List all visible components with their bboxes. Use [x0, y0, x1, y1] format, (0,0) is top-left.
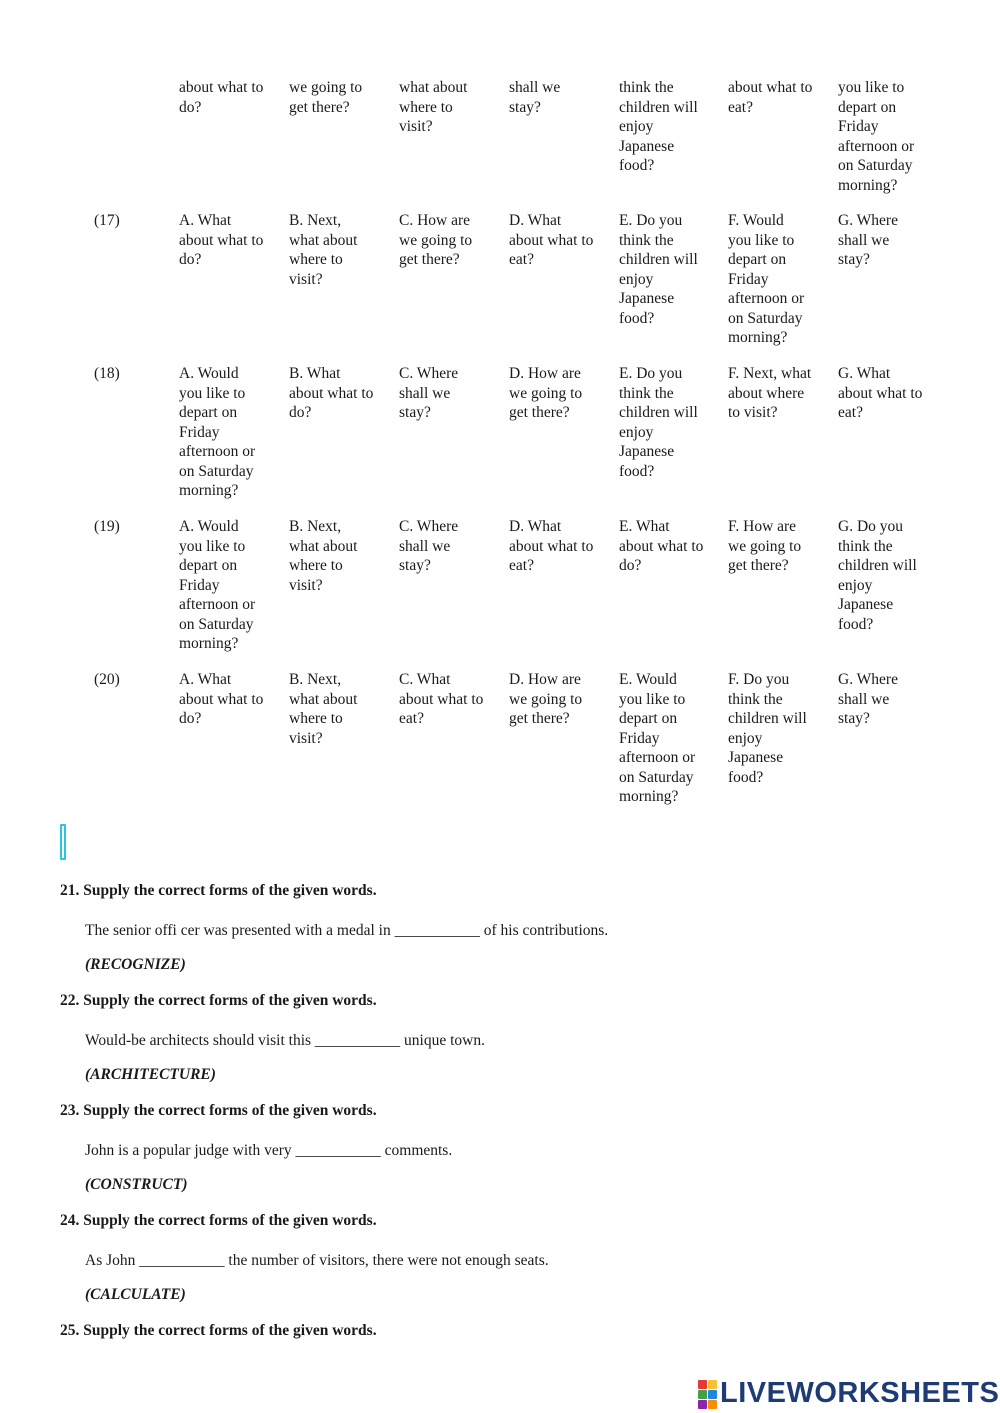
option-cell: A. What about what to do? [179, 212, 264, 268]
option-cell: G. What about what to eat? [838, 365, 923, 421]
liveworksheets-logo [698, 1376, 999, 1412]
option-cell: E. Do you think the children will enjoy Japanese food? [619, 212, 698, 327]
option-cell: D. How are we going to get there? [509, 365, 583, 421]
question-sentence[interactable]: John is a popular judge with very ___________ comments. [85, 1142, 453, 1159]
question-heading: 24. Supply the correct forms of the given words. [60, 1212, 377, 1229]
text-cursor-icon[interactable] [60, 824, 66, 860]
option-cell: A. Would you like to depart on Friday afternoon or on Saturday morning? [179, 365, 256, 499]
option-cell: about what to eat? [728, 79, 813, 116]
question-heading: 23. Supply the correct forms of the given words. [60, 1102, 377, 1119]
option-cell: C. What about what to eat? [399, 671, 484, 727]
row-number: (17) [94, 212, 120, 229]
option-cell: G. Where shall we stay? [838, 671, 898, 727]
logo-text: LIVEWORKSHEETS [720, 1377, 1000, 1410]
option-cell: A. Would you like to depart on Friday afternoon or on Saturday morning? [179, 518, 256, 652]
row-number: (18) [94, 365, 120, 382]
option-cell: C. Where shall we stay? [399, 518, 459, 574]
option-cell: D. What about what to eat? [509, 518, 594, 574]
liveworksheets-logo-icon [698, 1380, 717, 1409]
row-number: (19) [94, 518, 120, 535]
question-hint: (CALCULATE) [85, 1286, 186, 1303]
question-sentence[interactable]: Would-be architects should visit this ___________ unique town. [85, 1032, 485, 1049]
question-hint: (RECOGNIZE) [85, 956, 186, 973]
option-cell: what about where to visit? [399, 79, 468, 135]
row-number: (20) [94, 671, 120, 688]
question-sentence[interactable]: As John ___________ the number of visitors, there were not enough seats. [85, 1252, 549, 1269]
question-heading: 21. Supply the correct forms of the given words. [60, 882, 377, 899]
option-cell: B. Next, what about where to visit? [289, 671, 358, 747]
question-hint: (ARCHITECTURE) [85, 1066, 216, 1083]
option-cell: F. Do you think the children will enjoy Japanese food? [728, 671, 807, 786]
question-heading: 22. Supply the correct forms of the given words. [60, 992, 377, 1009]
option-cell: D. What about what to eat? [509, 212, 594, 268]
option-cell: D. How are we going to get there? [509, 671, 583, 727]
option-cell: B. Next, what about where to visit? [289, 212, 358, 288]
option-cell: E. What about what to do? [619, 518, 704, 574]
option-cell: E. Do you think the children will enjoy Japanese food? [619, 365, 698, 480]
option-cell: F. How are we going to get there? [728, 518, 802, 574]
option-cell: F. Would you like to depart on Friday afternoon or on Saturday morning? [728, 212, 805, 346]
option-cell: A. What about what to do? [179, 671, 264, 727]
option-cell: C. Where shall we stay? [399, 365, 459, 421]
option-cell: shall we stay? [509, 79, 561, 116]
question-sentence[interactable]: The senior offi cer was presented with a medal in ___________ of his contributions. [85, 922, 609, 939]
option-cell: G. Where shall we stay? [838, 212, 898, 268]
question-hint: (CONSTRUCT) [85, 1176, 188, 1193]
option-cell: C. How are we going to get there? [399, 212, 473, 268]
option-cell: G. Do you think the children will enjoy Japanese food? [838, 518, 917, 633]
option-cell: B. What about what to do? [289, 365, 374, 421]
option-cell: we going to get there? [289, 79, 363, 116]
option-cell: you like to depart on Friday afternoon or on Saturday morning? [838, 79, 915, 194]
question-heading: 25. Supply the correct forms of the given words. [60, 1322, 377, 1339]
option-cell: about what to do? [179, 79, 264, 116]
option-cell: B. Next, what about where to visit? [289, 518, 358, 594]
option-cell: E. Would you like to depart on Friday afternoon or on Saturday morning? [619, 671, 696, 805]
option-cell: think the children will enjoy Japanese food? [619, 79, 698, 174]
option-cell: F. Next, what about where to visit? [728, 365, 812, 421]
